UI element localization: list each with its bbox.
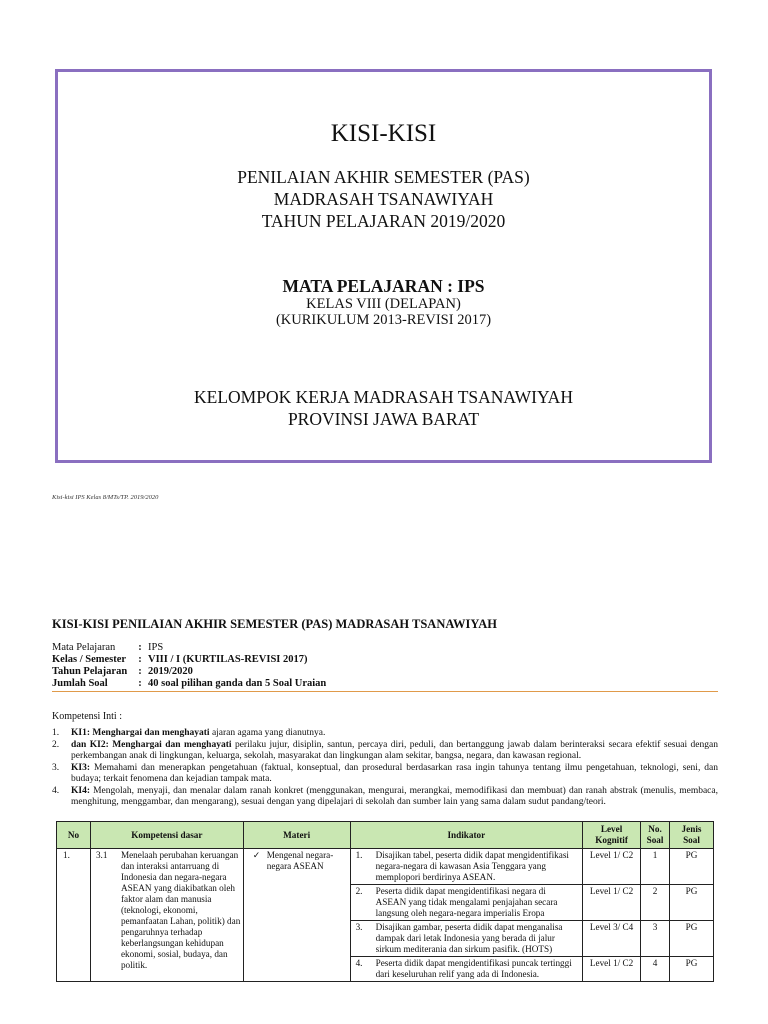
jenis-soal-cell: PG (670, 849, 714, 885)
ki-number: 2. (52, 739, 60, 750)
cover-subtitle-line: TAHUN PELAJARAN 2019/2020 (261, 211, 506, 231)
kisi-table (56, 821, 714, 982)
info-block (52, 642, 326, 690)
no-soal-cell: 2 (641, 885, 670, 921)
ki-item (52, 763, 718, 786)
info-colon: : (138, 642, 142, 653)
no-soal-cell: 3 (641, 921, 670, 957)
info-value: VIII / I (KURTILAS-REVISI 2017) (148, 654, 308, 665)
info-label: Kelas / Semester (52, 654, 127, 665)
cover-kelas-line: KELAS VIII (DELAPAN) (306, 296, 461, 312)
indikator-text: Disajikan tabel, peserta didik dapat mengidentifikasi negara-negara di kawasan Asia Tenggara yang memplopori berdirinya ASEAN. (375, 850, 569, 882)
table-row (57, 849, 714, 885)
info-label: Tahun Pelajaran (52, 666, 128, 677)
header-no-soal: No. Soal (641, 822, 670, 849)
indikator-cell (350, 849, 583, 885)
ki-number: 3. (52, 762, 60, 773)
indikator-cell (350, 921, 583, 957)
ki-heading: Kompetensi Inti : (52, 711, 122, 722)
ki-item (52, 728, 718, 740)
level-cell: Level 3/ C4 (583, 921, 641, 957)
cover-kurikulum-line: (KURIKULUM 2013-REVISI 2017) (275, 312, 492, 328)
no-soal-cell: 1 (641, 849, 670, 885)
divider-rule (52, 691, 718, 692)
ki-number: 1. (52, 728, 60, 738)
indikator-number: 1. (355, 850, 363, 860)
info-value: 40 soal pilihan ganda dan 5 Soal Uraian (148, 678, 327, 689)
level-cell: Level 1/ C2 (583, 849, 641, 885)
kd-cell (90, 849, 243, 982)
jenis-soal-cell: PG (670, 921, 714, 957)
table-header-row (57, 822, 714, 849)
no-soal-cell: 4 (641, 957, 670, 982)
jenis-soal-cell: PG (670, 885, 714, 921)
document-title: KISI-KISI PENILAIAN AKHIR SEMESTER (PAS) MADRASAH TSANAWIYAH (52, 617, 497, 631)
header-level-kognitif: Level Kognitif (583, 822, 641, 849)
ki-body: Mengolah, menyaji, dan menalar dalam ranah konkret (menggunakan, mengurai, merangkai, memodifikasi dan membuat) dan ranah abstrak (menulis, membaca, menghitung, menggambar, dan mengarang), sesuai dengan yang dipelajari di sekolah dan sumber lain yang sama dalam sudut pandang/teori. (71, 785, 718, 807)
cover-kelas (58, 296, 709, 328)
ki-item (52, 786, 718, 809)
header-jenis-soal: Jenis Soal (670, 822, 714, 849)
cover-title: KISI-KISI (330, 120, 437, 147)
info-row (52, 642, 326, 654)
cover-kkm-line: PROVINSI JAWA BARAT (287, 409, 480, 429)
info-value: IPS (148, 642, 164, 653)
info-row (52, 678, 326, 690)
cover-mapel: MATA PELAJARAN : IPS (282, 276, 485, 296)
cover-subtitle-line: PENILAIAN AKHIR SEMESTER (PAS) (237, 167, 530, 187)
footer-note: Kisi-kisi IPS Kelas 8/MTs/TP. 2019/2020 (52, 494, 159, 501)
ki-text (71, 786, 718, 809)
ki-text (71, 763, 718, 786)
ki-body: perilaku jujur, disiplin, santun, percaya diri, peduli, dan bertanggung jawab dalam berinteraksi secara efektif sesuai dengan perkembangan anak di lingkungan, keluarga, sekolah, masyarakat dan lingkungan alam sekitar, bangsa, negara, dan kawasan regional. (71, 739, 718, 761)
kd-text: Menelaah perubahan keruangan dan interaksi antarruang di Indonesia dan negara-negara ASEAN yang diakibatkan oleh faktor alam dan manusia (teknologi, ekonomi, pemanfaatan Lahan, politik) dan pengaruhnya terhadap keberlangsungan kehidupan ekonomi, sosial, budaya, dan politik. (120, 850, 241, 970)
ki-body: Memahami dan menerapkan pengetahuan (faktual, konseptual, dan prosedural berdasarkan rasa ingin tahunya tentang ilmu pengetahuan, teknologi, seni, dan budaya; terkait fenomena dan kejadian tampak mata. (71, 762, 718, 784)
header-no: No (57, 822, 91, 849)
materi-cell (243, 849, 350, 982)
indikator-text: Peserta didik dapat mengidentifikasi negara di ASEAN yang tidak mengalami penjajahan secara langsung oleh negara-negara imperialis Eropa (375, 886, 558, 918)
header-indikator: Indikator (350, 822, 583, 849)
level-cell: Level 1/ C2 (583, 957, 641, 982)
info-row (52, 666, 326, 678)
indikator-text: Disajikan gambar, peserta didik dapat menganalisa dampak dari letak Indonesia yang berada di jalur sirkum mediterania dan sirkum pasifik. (HOTS) (375, 922, 563, 954)
cover-kkm-line: KELOMPOK KERJA MADRASAH TSANAWIYAH (194, 387, 573, 407)
indikator-cell (350, 885, 583, 921)
info-label: Mata Pelajaran (52, 642, 116, 653)
info-row (52, 654, 326, 666)
info-colon: : (138, 654, 142, 665)
header-materi: Materi (243, 822, 350, 849)
ki-text (71, 740, 718, 763)
cover-subtitle-line: MADRASAH TSANAWIYAH (273, 189, 494, 209)
indikator-text: Peserta didik dapat mengidentifikasi puncak tertinggi dari keseluruhan relif yang ada di Indonesia. (375, 958, 572, 979)
materi-text: Mengenal negara-negara ASEAN (266, 850, 334, 871)
level-cell: Level 1/ C2 (583, 885, 641, 921)
cover-subtitle (58, 166, 709, 232)
jenis-soal-cell: PG (670, 957, 714, 982)
ki-bold: KI4: (71, 785, 90, 796)
ki-bold: dan KI2: Menghargai dan menghayati (71, 739, 232, 750)
info-label: Jumlah Soal (52, 678, 108, 689)
row-number: 1. (57, 849, 91, 982)
info-colon: : (138, 678, 142, 689)
ki-item (52, 740, 718, 763)
indikator-cell (350, 957, 583, 982)
indikator-number: 2. (355, 886, 363, 896)
cover-box (55, 69, 712, 463)
ki-body: ajaran agama yang dianutnya. (209, 728, 326, 738)
info-colon: : (138, 666, 142, 677)
indikator-number: 3. (355, 922, 363, 932)
checkmark-icon: ✓ (252, 850, 261, 860)
ki-bold: KI1: Menghargai dan menghayati (71, 728, 210, 738)
info-value: 2019/2020 (148, 666, 193, 677)
cover-kkm (58, 386, 709, 430)
ki-bold: KI3: (71, 762, 90, 773)
kd-number: 3.1 (95, 850, 108, 860)
ki-number: 4. (52, 785, 60, 796)
indikator-number: 4. (355, 958, 363, 968)
header-kompetensi-dasar: Kompetensi dasar (90, 822, 243, 849)
ki-text (71, 728, 718, 740)
ki-list (52, 728, 718, 809)
